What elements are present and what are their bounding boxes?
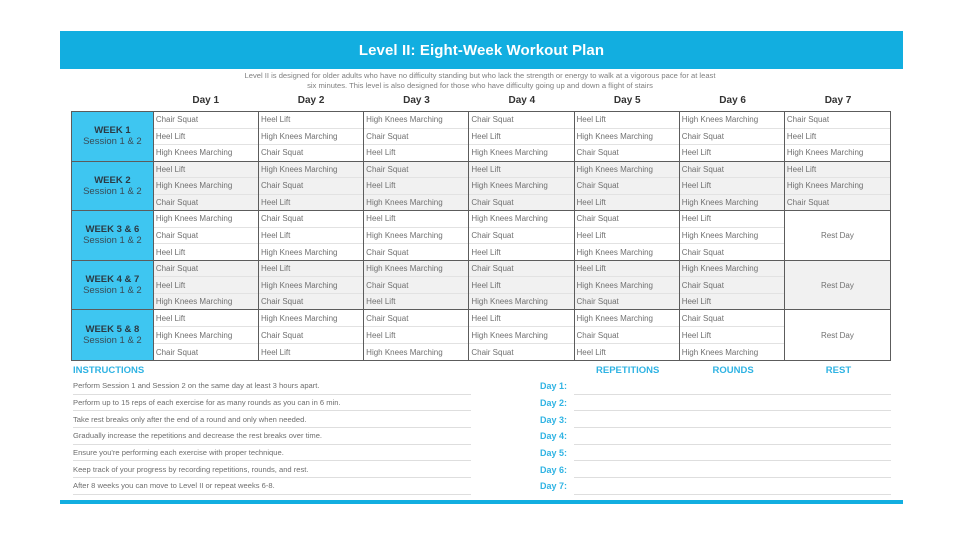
day-column-5: [575, 310, 680, 360]
log-day-label: Day 7:: [540, 481, 568, 492]
week-number: WEEK 3 & 6: [85, 224, 140, 236]
day-column-2: [259, 211, 364, 260]
week-row: [72, 162, 890, 212]
log-day-label: Day 3:: [540, 414, 568, 425]
week-number: WEEK 4 & 7: [85, 274, 140, 286]
exercise-cell: Heel Lift: [259, 228, 363, 245]
exercise-cell: Chair Squat: [154, 261, 258, 278]
page-title: Level II: Eight-Week Workout Plan: [358, 41, 605, 59]
week-row: [72, 310, 890, 360]
week-number: WEEK 5 & 8: [85, 324, 140, 336]
exercise-cell: High Knees Marching: [154, 178, 258, 195]
exercise-cell: Chair Squat: [154, 228, 258, 245]
exercise-cell: Heel Lift: [681, 297, 712, 307]
day-column-6: [680, 112, 785, 161]
exercise-cell: High Knees Marching: [364, 112, 468, 129]
exercise-cell: High Knees Marching: [259, 162, 363, 179]
exercise-cell: High Knees Marching: [259, 129, 363, 146]
day-column-2: [259, 261, 364, 310]
exercise-cell: Chair Squat: [680, 310, 784, 327]
rest-day-cell: Rest Day: [820, 230, 854, 240]
instruction-item: Ensure you're performing each exercise with proper technique.: [73, 445, 471, 462]
instruction-item: Keep track of your progress by recording repetitions, rounds, and rest.: [73, 461, 471, 478]
intro-line-2: six minutes. This level is also designed for those who have difficulty going up and down a flight of stairs: [307, 80, 653, 90]
intro-text: [140, 71, 820, 90]
exercise-cell: Heel Lift: [575, 261, 679, 278]
exercise-cell: Chair Squat: [469, 261, 573, 278]
day-column-5: [575, 261, 680, 310]
exercise-cell: Heel Lift: [469, 277, 573, 294]
day-column-7: [785, 112, 890, 161]
day-column-1: [154, 112, 259, 161]
day-column-3: [364, 162, 469, 211]
log-entry-line[interactable]: [574, 445, 891, 462]
exercise-cell: Chair Squat: [366, 247, 409, 257]
log-header-repetitions: REPETITIONS: [596, 365, 660, 376]
log-row: [535, 478, 891, 495]
log-header-rest: REST: [825, 365, 852, 376]
day-column-5: [575, 211, 680, 260]
exercise-cell: Chair Squat: [576, 148, 619, 158]
exercise-cell: Heel Lift: [364, 327, 468, 344]
exercise-cell: Chair Squat: [154, 112, 258, 129]
exercise-cell: High Knees Marching: [575, 277, 679, 294]
exercise-cell: High Knees Marching: [575, 310, 679, 327]
intro-line-1: Level II is designed for older adults who have no difficulty standing but who lack the strength or energy to walk at a vigorous pace for at least: [244, 71, 716, 80]
exercise-cell: High Knees Marching: [575, 129, 679, 146]
day-column-3: [364, 261, 469, 310]
exercise-cell: Chair Squat: [681, 247, 724, 257]
exercise-cell: High Knees Marching: [364, 261, 468, 278]
day-column-7: [785, 310, 890, 360]
day-column-7: [785, 162, 890, 211]
instructions-list: [73, 378, 471, 495]
exercise-cell: Heel Lift: [680, 327, 784, 344]
day-column-4: [469, 211, 574, 260]
exercise-cell: High Knees Marching: [471, 148, 548, 158]
exercise-cell: Chair Squat: [364, 129, 468, 146]
exercise-cell: Chair Squat: [259, 327, 363, 344]
day-header-2: Day 2: [297, 95, 325, 106]
log-day-label: Day 6:: [540, 464, 568, 475]
exercise-cell: Heel Lift: [259, 112, 363, 129]
exercise-cell: High Knees Marching: [576, 247, 653, 257]
exercise-cell: Heel Lift: [575, 228, 679, 245]
day-column-4: [469, 261, 574, 310]
log-row: [535, 461, 891, 478]
day-column-2: [259, 310, 364, 360]
exercise-cell: High Knees Marching: [469, 178, 573, 195]
exercise-cell: Chair Squat: [786, 197, 830, 207]
exercise-cell: High Knees Marching: [681, 347, 759, 357]
exercise-cell: Chair Squat: [469, 112, 573, 129]
exercise-cell: Heel Lift: [575, 112, 679, 129]
rest-day-cell: Rest Day: [820, 330, 854, 340]
exercise-cell: Chair Squat: [364, 310, 468, 327]
week-label: [72, 261, 154, 310]
week-label: [72, 211, 154, 260]
exercise-cell: High Knees Marching: [471, 297, 548, 307]
session-label: Session 1 & 2: [83, 136, 142, 148]
day-column-3: [364, 310, 469, 360]
exercise-cell: Chair Squat: [575, 211, 679, 228]
log-entry-line[interactable]: [574, 378, 891, 395]
log-entry-line[interactable]: [574, 395, 891, 412]
exercise-cell: Heel Lift: [366, 148, 396, 158]
exercise-cell: Chair Squat: [261, 297, 304, 307]
log-row: [535, 411, 891, 428]
session-label: Session 1 & 2: [83, 235, 142, 247]
exercise-cell: High Knees Marching: [364, 228, 468, 245]
exercise-cell: Heel Lift: [154, 162, 258, 179]
exercise-cell: Chair Squat: [155, 347, 199, 357]
exercise-cell: Chair Squat: [680, 162, 784, 179]
day-column-1: [154, 211, 259, 260]
log-header-rounds: ROUNDS: [712, 365, 754, 376]
log-day-label: Day 2:: [540, 398, 568, 409]
exercise-cell: Heel Lift: [785, 162, 890, 179]
progress-log: [535, 378, 891, 495]
log-row: [535, 428, 891, 445]
log-row: [535, 395, 891, 412]
day-header-6: Day 6: [719, 95, 746, 106]
day-column-3: [364, 211, 469, 260]
exercise-cell: Chair Squat: [471, 347, 514, 357]
instruction-item: Perform up to 15 reps of each exercise for as many rounds as you can in 6 min.: [73, 395, 471, 412]
day-column-7: [785, 211, 890, 260]
exercise-cell: High Knees Marching: [680, 112, 784, 129]
exercise-cell: High Knees Marching: [366, 347, 443, 357]
week-number: WEEK 1: [94, 125, 131, 137]
session-label: Session 1 & 2: [83, 335, 142, 347]
title-banner: [60, 31, 903, 69]
exercise-cell: Chair Squat: [155, 197, 199, 207]
exercise-cell: Chair Squat: [575, 178, 679, 195]
exercise-cell: Heel Lift: [785, 129, 890, 146]
log-headers: [575, 365, 891, 376]
exercise-cell: Chair Squat: [364, 162, 468, 179]
instruction-item: Perform Session 1 and Session 2 on the same day at least 3 hours apart.: [73, 378, 471, 395]
day-column-4: [469, 310, 574, 360]
day-column-6: [680, 162, 785, 211]
exercise-cell: Chair Squat: [575, 327, 679, 344]
week-label: [72, 310, 154, 360]
exercise-cell: Heel Lift: [155, 247, 186, 257]
exercise-cell: High Knees Marching: [575, 162, 679, 179]
exercise-cell: Chair Squat: [364, 277, 468, 294]
exercise-cell: High Knees Marching: [154, 211, 258, 228]
log-row: [535, 445, 891, 462]
exercise-cell: Heel Lift: [469, 162, 573, 179]
week-label: [72, 162, 154, 211]
exercise-cell: Chair Squat: [259, 178, 363, 195]
exercise-cell: Chair Squat: [471, 197, 514, 207]
exercise-cell: Chair Squat: [469, 228, 573, 245]
day-column-1: [154, 261, 259, 310]
day-column-6: [680, 261, 785, 310]
exercise-cell: High Knees Marching: [680, 228, 784, 245]
exercise-cell: High Knees Marching: [366, 197, 443, 207]
exercise-cell: High Knees Marching: [680, 261, 784, 278]
exercise-cell: High Knees Marching: [681, 197, 759, 207]
day-column-6: [680, 211, 785, 260]
exercise-cell: Heel Lift: [680, 211, 784, 228]
day-headers: [153, 95, 891, 109]
session-label: Session 1 & 2: [83, 185, 142, 197]
log-day-label: Day 1:: [540, 381, 568, 392]
day-column-2: [259, 112, 364, 161]
instructions-title: INSTRUCTIONS: [73, 365, 145, 376]
week-row: [72, 211, 890, 261]
day-header-3: Day 3: [403, 95, 430, 106]
day-column-7: [785, 261, 890, 310]
log-entry-line[interactable]: [574, 478, 891, 495]
exercise-cell: Chair Squat: [261, 148, 304, 158]
log-entry-line[interactable]: [574, 411, 891, 428]
week-number: WEEK 2: [94, 174, 131, 186]
rest-day-cell: Rest Day: [820, 280, 854, 290]
day-column-5: [575, 162, 680, 211]
exercise-cell: High Knees Marching: [259, 277, 363, 294]
exercise-cell: Heel Lift: [261, 347, 291, 357]
day-column-4: [469, 112, 574, 161]
exercise-cell: Heel Lift: [154, 310, 258, 327]
instruction-item: Take rest breaks only after the end of a round and only when needed.: [73, 411, 471, 428]
exercise-cell: Chair Squat: [680, 277, 784, 294]
exercise-cell: Heel Lift: [154, 129, 258, 146]
exercise-cell: Heel Lift: [681, 148, 712, 158]
log-entry-line[interactable]: [574, 428, 891, 445]
exercise-cell: High Knees Marching: [154, 327, 258, 344]
exercise-cell: High Knees Marching: [786, 148, 864, 158]
day-column-3: [364, 112, 469, 161]
exercise-cell: Heel Lift: [680, 178, 784, 195]
day-header-4: Day 4: [508, 95, 536, 106]
log-entry-line[interactable]: [574, 461, 891, 478]
exercise-cell: High Knees Marching: [259, 310, 363, 327]
day-header-5: Day 5: [613, 95, 641, 106]
week-label: [72, 112, 154, 161]
exercise-cell: Heel Lift: [469, 310, 573, 327]
exercise-cell: Heel Lift: [154, 277, 258, 294]
exercise-cell: High Knees Marching: [469, 211, 573, 228]
week-row: [72, 261, 890, 311]
exercise-cell: High Knees Marching: [785, 178, 890, 195]
day-column-5: [575, 112, 680, 161]
exercise-cell: Heel Lift: [576, 347, 606, 357]
day-header-7: Day 7: [824, 95, 852, 106]
exercise-cell: Heel Lift: [469, 129, 573, 146]
log-day-label: Day 5:: [540, 448, 568, 459]
instruction-item: Gradually increase the repetitions and decrease the rest breaks over time.: [73, 428, 471, 445]
exercise-cell: Chair Squat: [680, 129, 784, 146]
exercise-cell: Heel Lift: [364, 211, 468, 228]
instruction-item: After 8 weeks you can move to Level II or repeat weeks 6-8.: [73, 478, 471, 495]
exercise-cell: Heel Lift: [259, 261, 363, 278]
exercise-cell: Heel Lift: [471, 247, 501, 257]
session-label: Session 1 & 2: [83, 285, 142, 297]
exercise-cell: High Knees Marching: [469, 327, 573, 344]
workout-plan-table: [71, 111, 891, 361]
exercise-cell: Chair Squat: [259, 211, 363, 228]
log-row: [535, 378, 891, 395]
exercise-cell: High Knees Marching: [261, 247, 338, 257]
exercise-cell: Heel Lift: [576, 197, 606, 207]
exercise-cell: Heel Lift: [366, 297, 396, 307]
week-row: [72, 112, 890, 162]
exercise-cell: Heel Lift: [364, 178, 468, 195]
day-column-1: [154, 162, 259, 211]
exercise-cell: Heel Lift: [261, 197, 291, 207]
exercise-cell: High Knees Marching: [155, 297, 233, 307]
day-column-1: [154, 310, 259, 360]
day-column-6: [680, 310, 785, 360]
day-header-1: Day 1: [192, 95, 220, 106]
day-column-4: [469, 162, 574, 211]
exercise-cell: High Knees Marching: [155, 148, 233, 158]
log-day-label: Day 4:: [540, 431, 568, 442]
exercise-cell: Chair Squat: [785, 112, 890, 129]
exercise-cell: Chair Squat: [576, 297, 619, 307]
day-column-2: [259, 162, 364, 211]
footer-bar: [60, 500, 903, 504]
